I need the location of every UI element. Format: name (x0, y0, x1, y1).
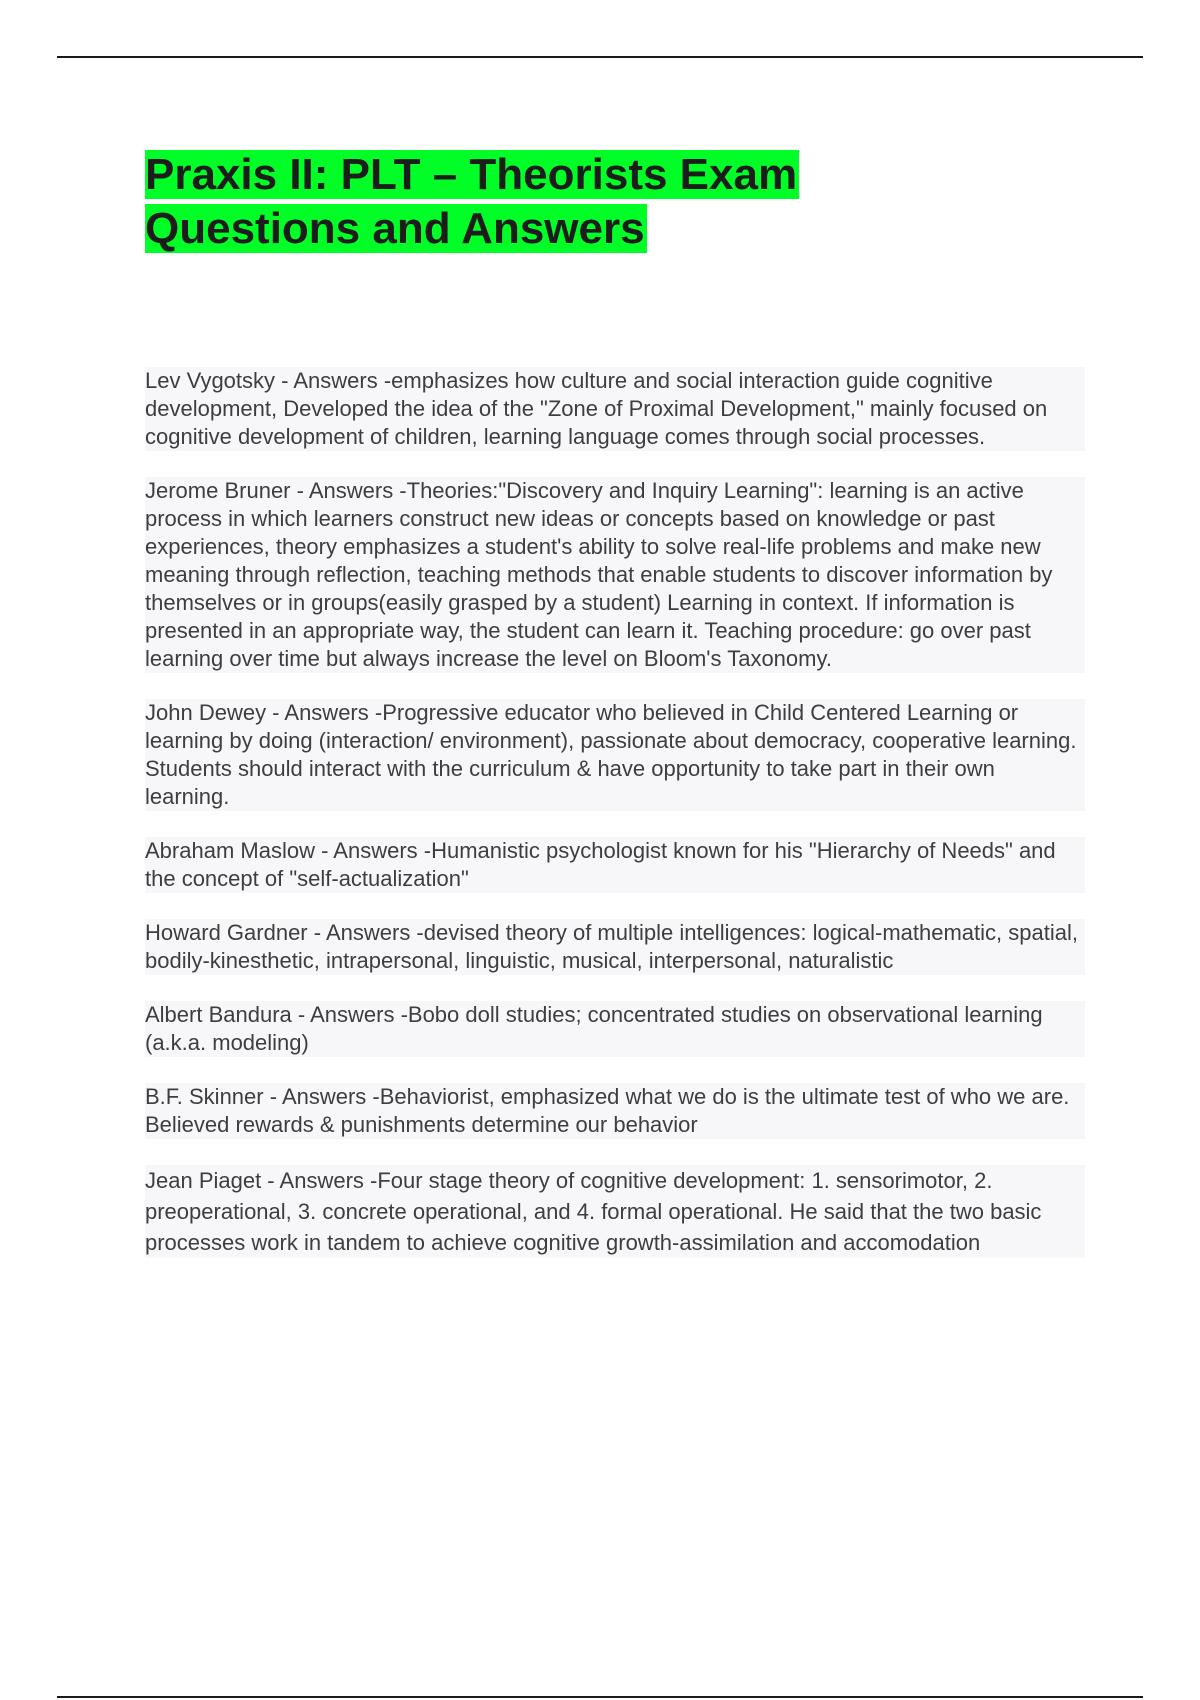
qa-list (145, 367, 1085, 1284)
top-rule (57, 56, 1143, 58)
bottom-rule (57, 1696, 1143, 1698)
page-title-line-1: Praxis II: PLT – Theorists Exam (145, 150, 798, 199)
qa-entry-gardner: Howard Gardner - Answers -devised theory of multiple intelligences: logical-mathematic, spatial, bodily-kinesthetic, intrapersonal, linguistic, musical, interpersonal, naturalistic (145, 919, 1085, 975)
qa-entry-dewey: John Dewey - Answers -Progressive educator who believed in Child Centered Learning or learning by doing (interaction/ environment), passionate about democracy, cooperative learning. Students should interact with the curriculum & have opportunity to take part in their own learning. (145, 699, 1085, 811)
qa-entry-piaget: Jean Piaget - Answers -Four stage theory of cognitive development: 1. sensorimotor, 2. preoperational, 3. concrete operational, and 4. formal operational. He said that the two basic processes work in tandem to achieve cognitive growth-assimilation and accomodation (145, 1165, 1085, 1258)
qa-entry-vygotsky: Lev Vygotsky - Answers -emphasizes how culture and social interaction guide cognitive development, Developed the idea of the "Zone of Proximal Development," mainly focused on cognitive development of children, learning language comes through social processes. (145, 367, 1085, 451)
title-block (145, 148, 1045, 256)
qa-entry-bruner: Jerome Bruner - Answers -Theories:"Discovery and Inquiry Learning": learning is an active process in which learners construct new ideas or concepts based on knowledge or past experiences, theory emphasizes a student's ability to solve real-life problems and make new meaning through reflection, teaching methods that enable students to discover information by themselves or in groups(easily grasped by a student) Learning in context. If information is presented in an appropriate way, the student can learn it. Teaching procedure: go over past learning over time but always increase the level on Bloom's Taxonomy. (145, 477, 1085, 673)
qa-entry-bandura: Albert Bandura - Answers -Bobo doll studies; concentrated studies on observational learning (a.k.a. modeling) (145, 1001, 1085, 1057)
page-title-line-2: Questions and Answers (145, 204, 645, 253)
qa-entry-maslow: Abraham Maslow - Answers -Humanistic psychologist known for his "Hierarchy of Needs" and the concept of "self-actualization" (145, 837, 1085, 893)
page-title (145, 148, 1045, 256)
qa-entry-skinner: B.F. Skinner - Answers -Behaviorist, emphasized what we do is the ultimate test of who we are. Believed rewards & punishments determine our behavior (145, 1083, 1085, 1139)
